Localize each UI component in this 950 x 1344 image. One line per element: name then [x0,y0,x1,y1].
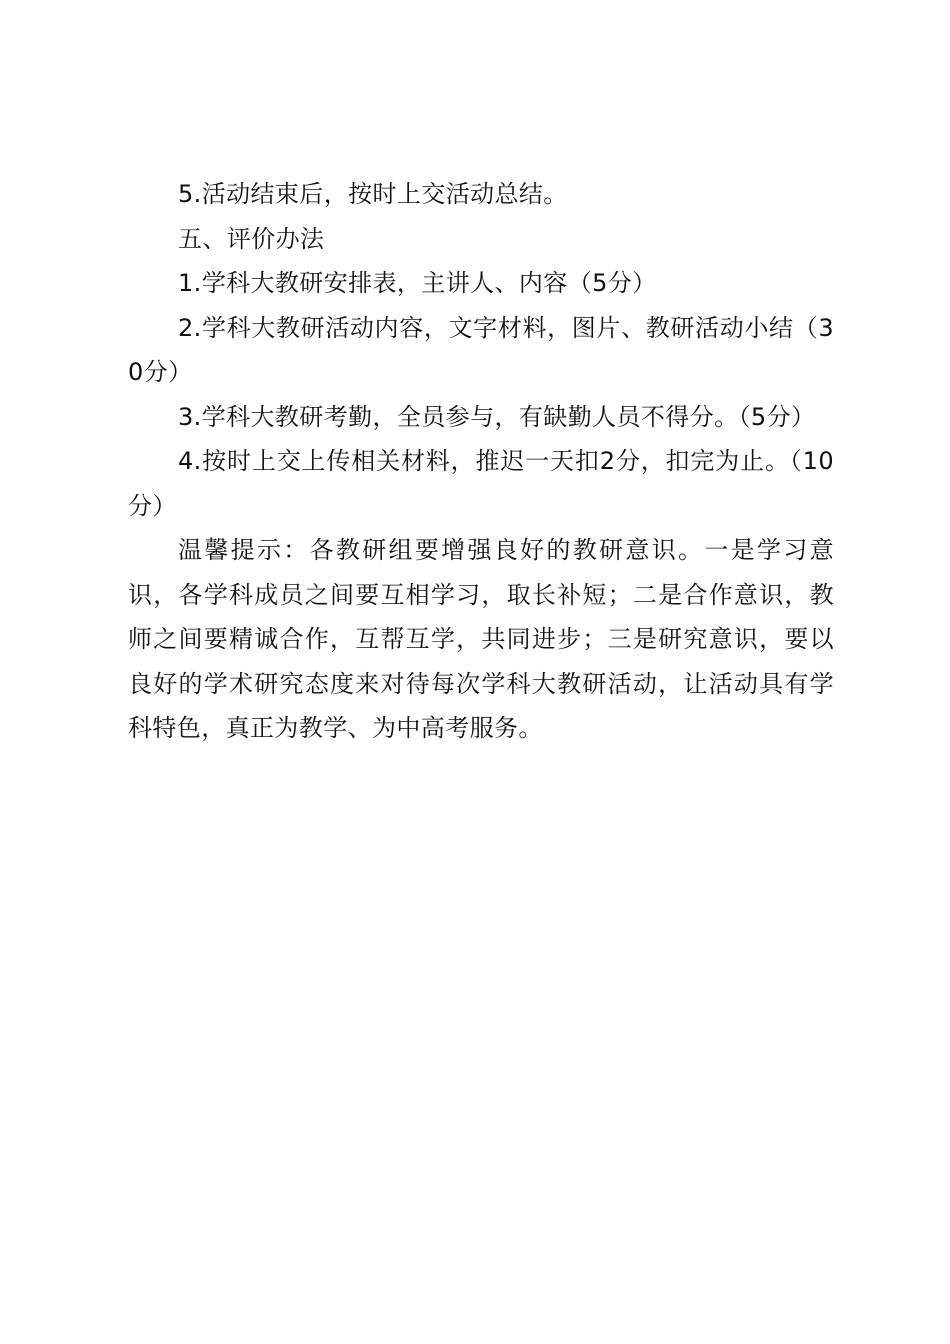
paragraph-criterion-3: 3.学科大教研考勤，全员参与，有缺勤人员不得分。（5分） [178,402,816,431]
paragraph-reminder: 温馨提示：各教研组要增强良好的教研意识。一是学习意识，各学科成员之间要互相学习，取长补短；二是合作意识，教师之间要精诚合作，互帮互学，共同进步；三是研究意识，要以良好的学术研究态度来对待每次学科大教研活动，让活动具有学科特色，真正为教学、为中高考服务。 [128,536,834,742]
document-body [128,172,834,751]
paragraph-criterion-1: 1.学科大教研安排表，主讲人、内容（5分） [178,269,657,297]
section-heading-evaluation: 五、评价办法 [178,224,325,253]
paragraph-activity-summary: 5.活动结束后，按时上交活动总结。 [178,180,568,208]
paragraph-criterion-4: 4.按时上交上传相关材料，推迟一天扣2分，扣完为止。（10分） [128,447,834,520]
paragraph-criterion-2: 2.学科大教研活动内容，文字材料，图片、教研活动小结（30分） [128,313,834,386]
